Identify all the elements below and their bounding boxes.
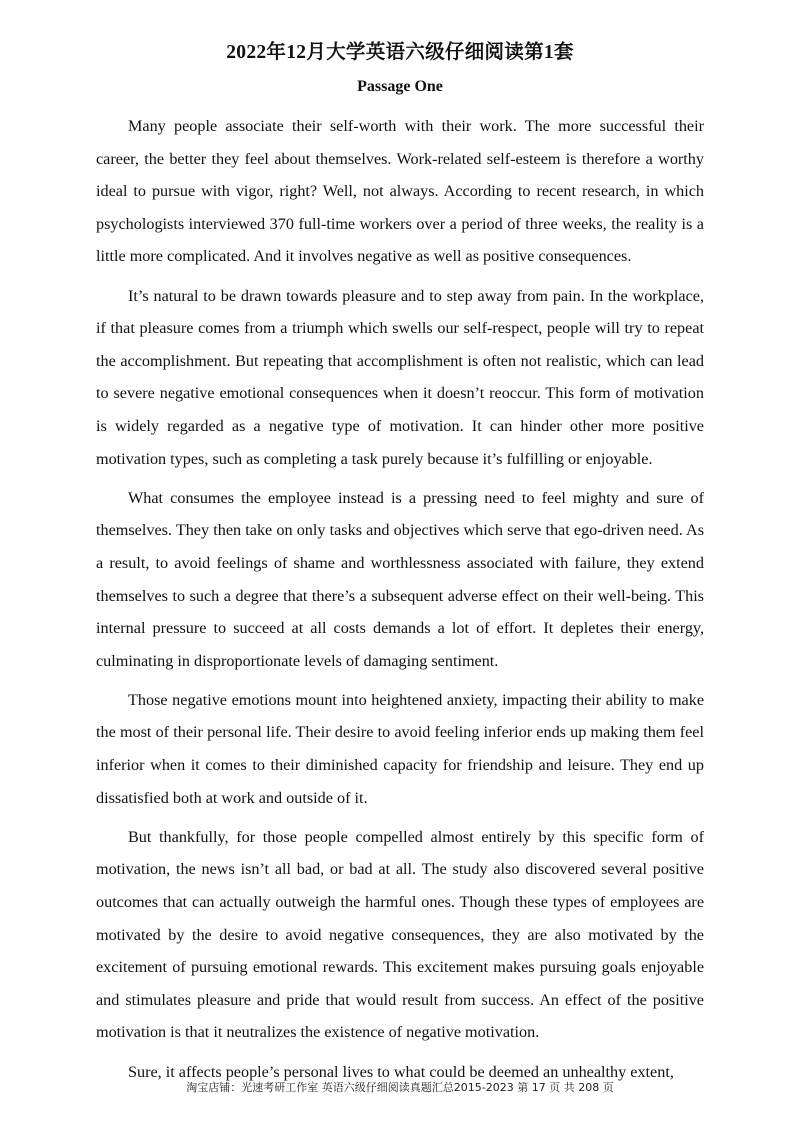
paragraph-2: It’s natural to be drawn towards pleasure and to step away from pain. In the workplace, if that pleasure comes from a triumph which swells our self-respect, people will try to repeat the accomplishment. But repeating that accomplishment is often not realistic, which can lead to severe negative emotional consequences when it doesn’t reoccur. This form of motivation is widely regarded as a negative type of motivation. It can hinder other more positive motivation types, such as completing a task purely because it’s fulfilling or enjoyable.	[96, 286, 704, 468]
passage-body	[96, 110, 704, 1088]
paragraph-1: Many people associate their self-worth with their work. The more successful their career, the better they feel about themselves. Work-related self-esteem is therefore a worthy ideal to pursue with vigor, right? Well, not always. According to recent research, in which psychologists interviewed 370 full-time workers over a period of three weeks, the reality is a little more complicated. And it involves negative as well as positive consequences.	[96, 117, 704, 266]
paragraph-4: Those negative emotions mount into heightened anxiety, impacting their ability to make the most of their personal life. Their desire to avoid feeling inferior ends up making them feel inferior when it comes to their diminished capacity for friendship and leisure. They end up dissatisfied both at work and outside of it.	[96, 690, 704, 807]
page-title: 2022年12月大学英语六级仔细阅读第1套	[226, 42, 574, 63]
paragraph-3: What consumes the employee instead is a pressing need to feel mighty and sure of themselves. They then take on only tasks and objectives which serve that ego-driven need. As a result, to avoid feelings of shame and worthlessness associated with failure, they extend themselves to such a degree that there’s a subsequent adverse effect on their well-being. This internal pressure to succeed at all costs demands a lot of effort. It depletes their energy, culminating in disproportionate levels of damaging sentiment.	[96, 488, 704, 670]
paragraph-5: But thankfully, for those people compelled almost entirely by this specific form of motivation, the news isn’t all bad, or bad at all. The study also discovered several positive outcomes that can actually outweigh the harmful ones. Though these types of employees are motivated by the desire to avoid negative consequences, they are also motivated by the excitement of pursuing emotional rewards. This excitement makes pursuing goals enjoyable and stimulates pleasure and pride that would result from success. An effect of the positive motivation is that it neutralizes the existence of negative motivation.	[96, 827, 704, 1042]
page-footer: 淘宝店铺：光速考研工作室 英语六级仔细阅读真题汇总2015-2023 第 17 页 共 208 页	[186, 1081, 614, 1094]
paragraph-6: Sure, it affects people’s personal lives to what could be deemed an unhealthy extent,	[128, 1062, 674, 1081]
passage-heading: Passage One	[357, 78, 443, 95]
